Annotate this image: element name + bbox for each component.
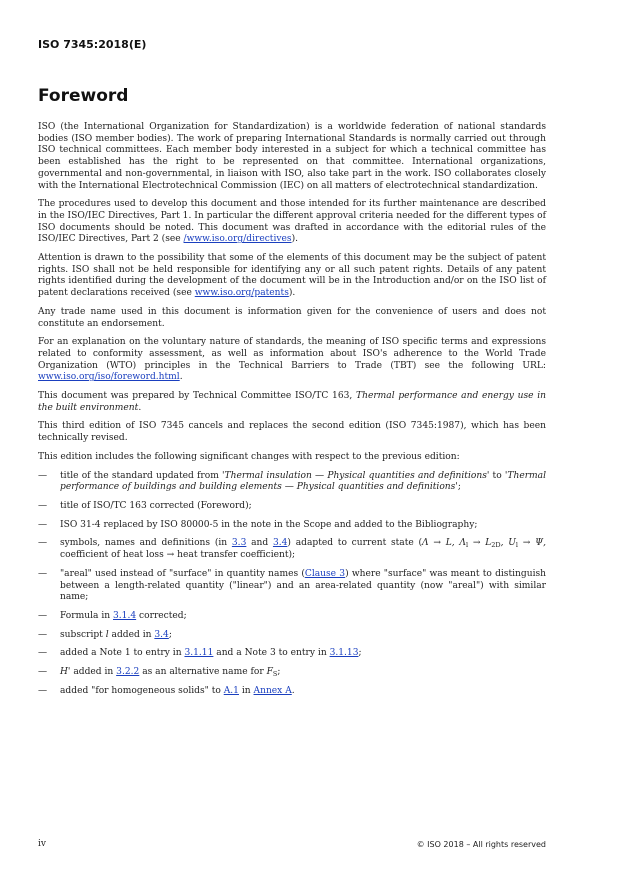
- list-item: — symbols, names and definitions (in 3.3 and 3.4) adapted to current state (Λ → L, $\Lambda_l \to L_{2D}$, $U_l \to \Psi$, coefficient of heat loss → heat transfer coefficient);: [38, 538, 546, 561]
- patents-link[interactable]: www.iso.org/patents: [194, 288, 289, 299]
- paragraph: For an explanation on the voluntary nature of standards, the meaning of ISO specific terms and expressions related to conformity assessment, as well as information about ISO's adherence to the World Trade Organization (WTO) principles in the Technical Barriers to Trade (TBT) see the following URL: www.iso.org/iso/foreword.html.: [38, 337, 546, 383]
- paragraph: This document was prepared by Technical Committee ISO/TC 163, Thermal performance and energy use in the built environment.: [38, 391, 546, 413]
- paragraph: Attention is drawn to the possibility that some of the elements of this document may be the subject of patent rights. ISO shall not be held responsible for identifying any or all such patent rights. Details of any patent rights identified during the development of the document will be in the Introduction and/or on the ISO list of patent declarations received (see www.iso.org/patents).: [38, 253, 546, 299]
- copyright-notice: © ISO 2018 – All rights reserved: [416, 840, 546, 849]
- paragraph: This edition includes the following significant changes with respect to the previous edition:: [38, 451, 460, 462]
- ref-link[interactable]: 3.1.13: [329, 648, 359, 659]
- list-item: — added a Note 1 to entry in 3.1.11 and a Note 3 to entry in 3.1.13;: [38, 648, 362, 659]
- foreword-body: [38, 122, 546, 704]
- ref-link[interactable]: 3.2.2: [116, 667, 140, 678]
- paragraph: This third edition of ISO 7345 cancels and replaces the second edition (ISO 7345:1987), which has been technically revised.: [38, 421, 546, 444]
- list-item: — title of ISO/TC 163 corrected (Foreword);: [38, 500, 252, 511]
- clause-link[interactable]: Clause 3: [304, 568, 346, 579]
- ref-link[interactable]: 3.3: [231, 538, 247, 549]
- list-item: — "areal" used instead of "surface" in quantity names (Clause 3) where "surface" was meant to distinguish between a length-related quantity ("linear") and an area-related quantity (now "areal") with similar name;: [38, 568, 546, 603]
- ref-link[interactable]: 3.4: [272, 538, 288, 549]
- list-item: — subscript l added in 3.4;: [38, 629, 172, 640]
- list-item: — added "for homogeneous solids" to A.1 in Annex A.: [38, 685, 295, 696]
- document-id: ISO 7345:2018(E): [38, 38, 147, 51]
- paragraph: The procedures used to develop this document and those intended for its further maintenance are described in the ISO/IEC Directives, Part 1. In particular the different approval criteria needed for the different types of ISO documents should be noted. This document was drafted in accordance with the editorial rules of the ISO/IEC Directives, Part 2 (see /www.iso.org/directives).: [38, 199, 546, 245]
- page-number: iv: [38, 839, 46, 849]
- list-item: — Formula in 3.1.4 corrected;: [38, 610, 187, 621]
- ref-link[interactable]: 3.1.4: [113, 610, 137, 621]
- list-item: — title of the standard updated from 'Thermal insulation — Physical quantities and definitions' to 'Thermal performance of buildings and building elements — Physical quantities and definitions';: [38, 470, 546, 493]
- list-item: — ISO 31-4 replaced by ISO 80000-5 in the note in the Scope and added to the Bibliography;: [38, 519, 478, 530]
- paragraph: Any trade name used in this document is information given for the convenience of users and does not constitute an endorsement.: [38, 306, 546, 329]
- page-title: Foreword: [38, 86, 129, 106]
- ref-link[interactable]: A.1: [223, 685, 239, 696]
- ref-link[interactable]: 3.1.11: [184, 648, 214, 659]
- list-item: — H' added in 3.2.2 as an alternative name for $F_S$;: [38, 667, 281, 679]
- foreword-link[interactable]: www.iso.org/iso/foreword.html: [38, 372, 180, 383]
- annex-link[interactable]: Annex A: [253, 685, 292, 696]
- ref-link[interactable]: 3.4: [154, 629, 169, 640]
- directives-link[interactable]: /www.iso.org/directives: [183, 234, 292, 245]
- paragraph: ISO (the International Organization for Standardization) is a worldwide federation of national standards bodies (ISO member bodies). The work of preparing International Standards is normally carried out through ISO technical committees. Each member body interested in a subject for which a technical committee has been established has the right to be represented on that committee. International organizations, governmental and non-governmental, in liaison with ISO, also take part in the work. ISO collaborates closely with the International Electrotechnical Commission (IEC) on all matters of electrotechnical standardization.: [38, 122, 546, 191]
